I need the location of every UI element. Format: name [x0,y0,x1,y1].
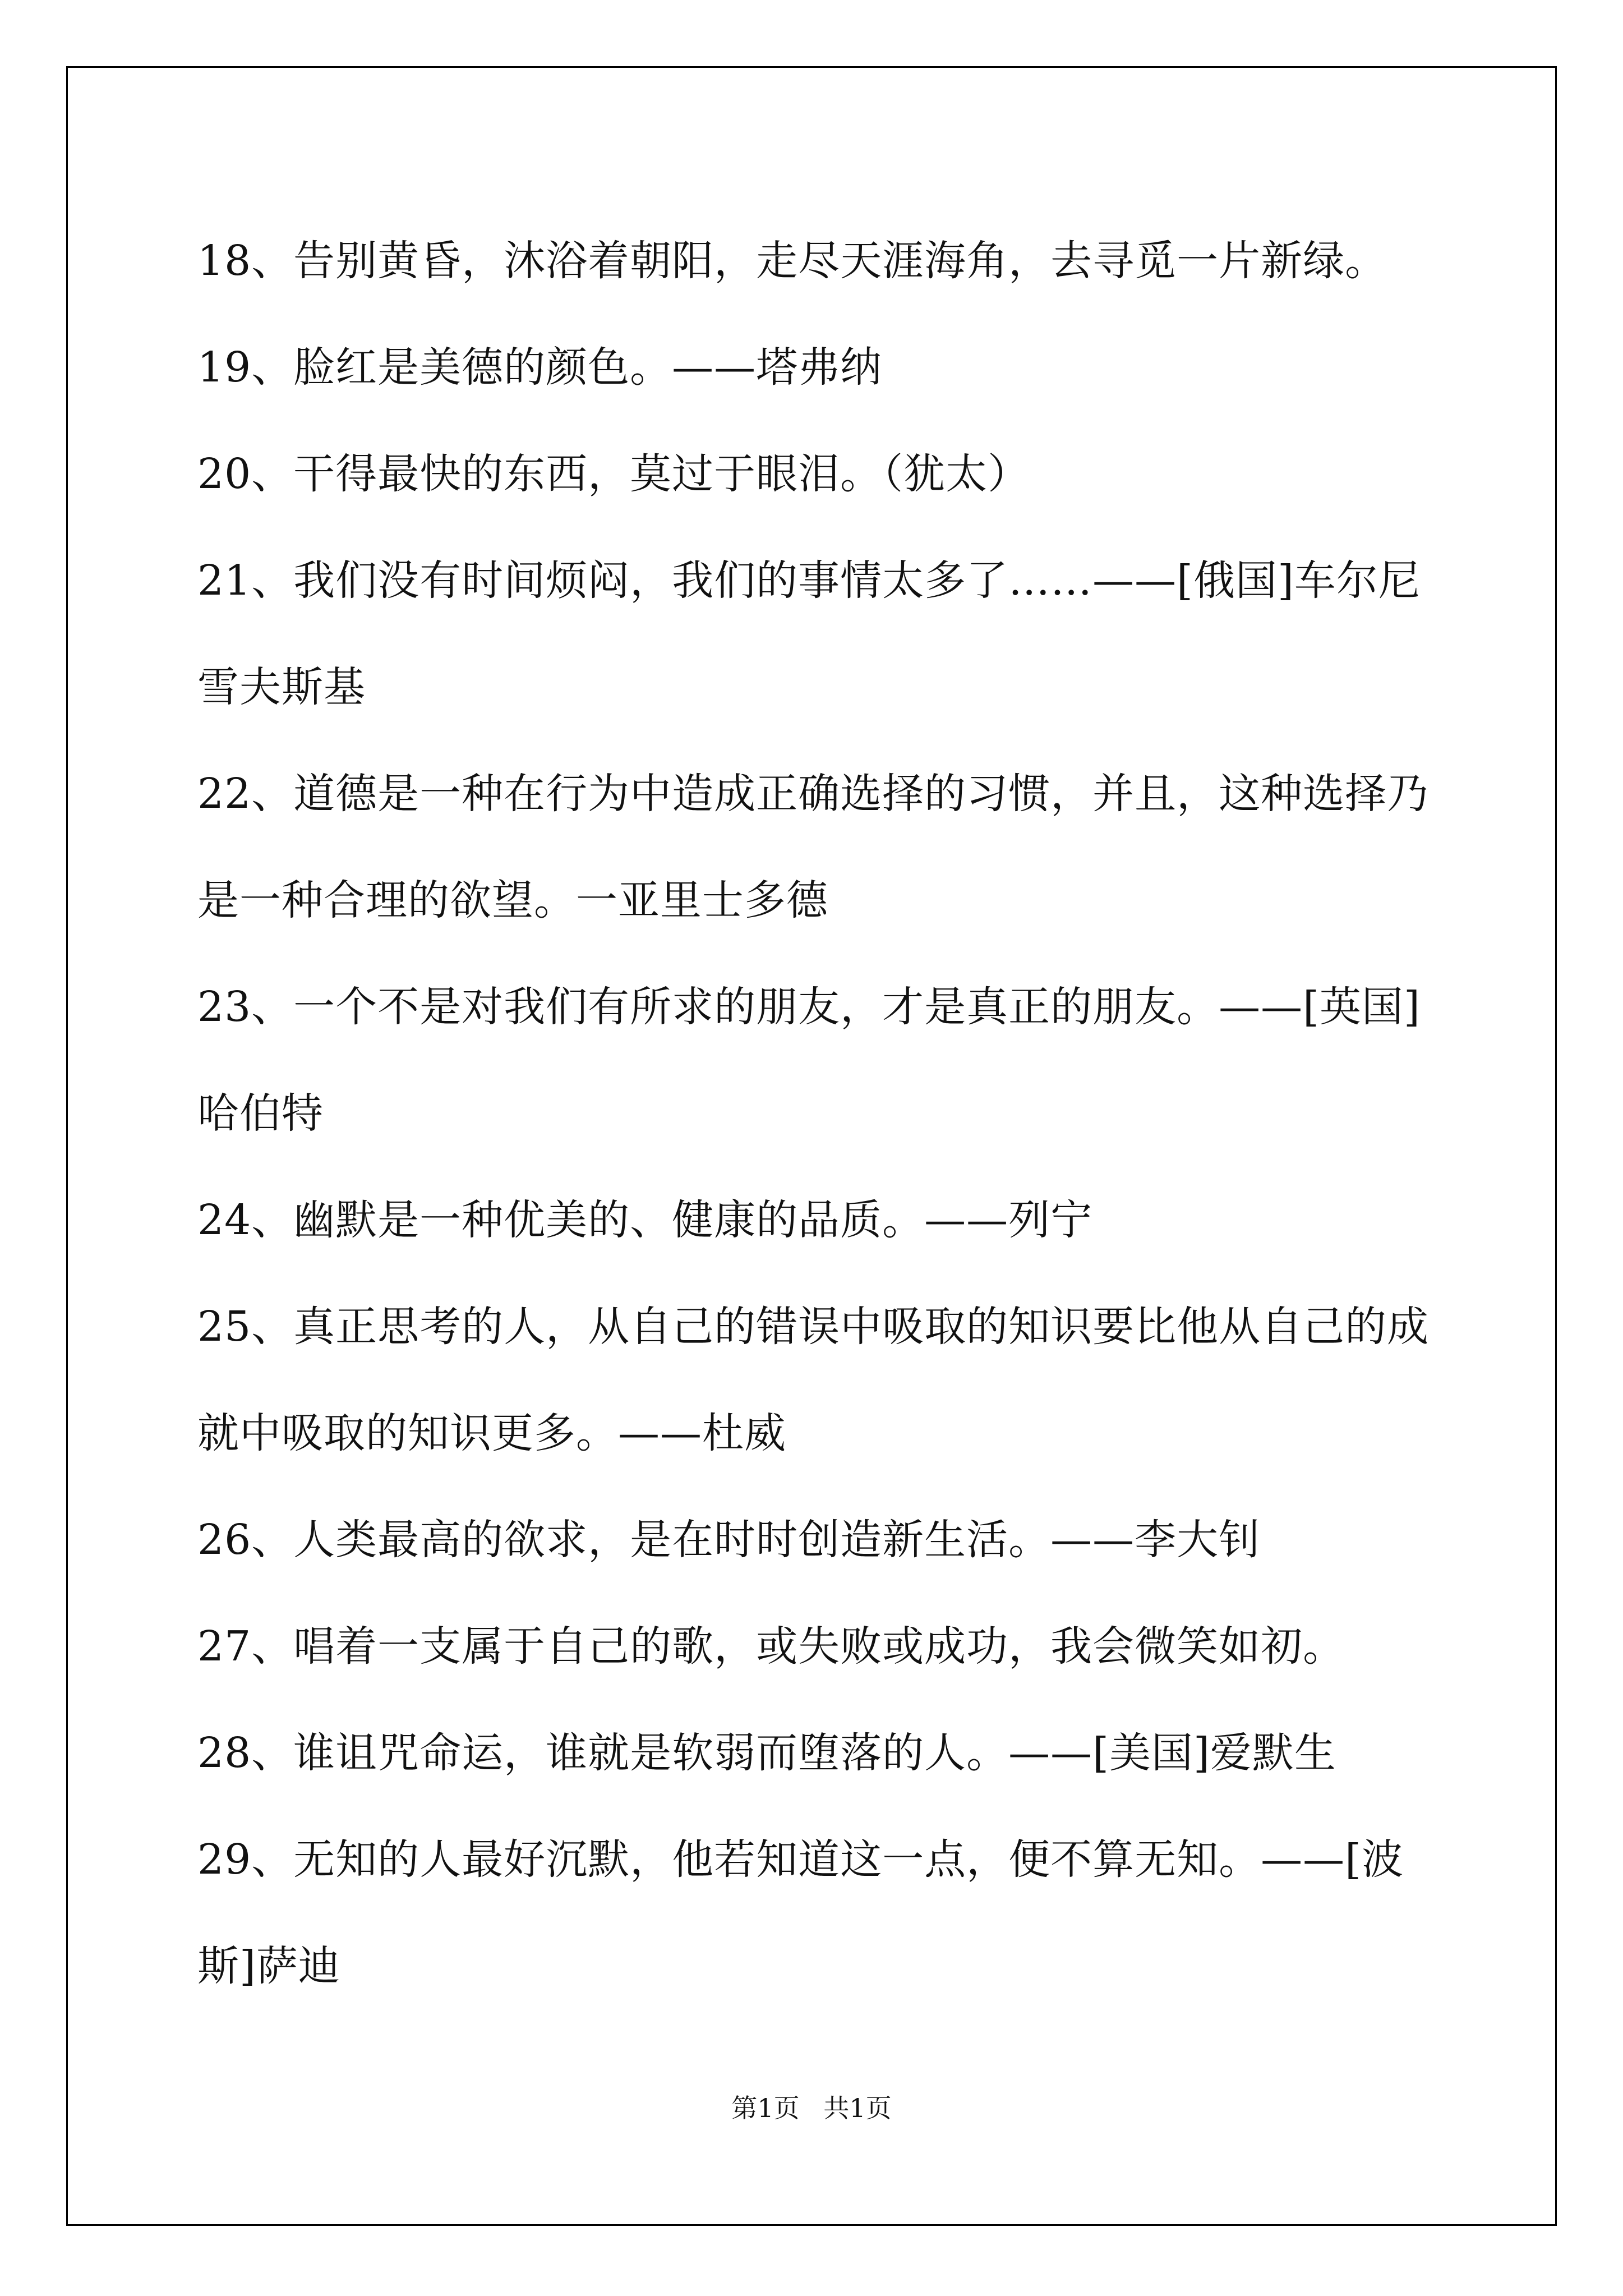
page-footer [0,2088,1623,2125]
quote-entry-25: 25、真正思考的人，从自己的错误中吸取的知识要比他从自己的成就中吸取的知识更多。——杜威 [197,1303,1430,1457]
page-number: 第1页 [731,2093,800,2123]
quote-entry-26: 26、人类最高的欲求，是在时时创造新生活。——李大钊 [197,1516,1261,1564]
quote-entry-18: 18、告别黄昏，沐浴着朝阳，走尽天涯海角，去寻觅一片新绿。 [197,237,1387,285]
quote-entry-27: 27、唱着一支属于自己的歌，或失败或成功，我会微笑如初。 [197,1622,1345,1671]
quote-entry-24: 24、幽默是一种优美的、健康的品质。——列宁 [197,1196,1093,1244]
quote-entry-29: 29、无知的人最好沉默，他若知道这一点，便不算无知。——[波斯]萨迪 [197,1835,1404,1990]
page-total: 共1页 [823,2093,892,2123]
quote-entry-23: 23、一个不是对我们有所求的朋友，才是真正的朋友。——[英国]哈伯特 [197,983,1421,1138]
document-body [197,208,1431,2019]
quote-entry-19: 19、脸红是美德的颜色。——塔弗纳 [197,343,883,392]
quote-entry-21: 21、我们没有时间烦闷，我们的事情太多了……——[俄国]车尔尼雪夫斯基 [197,556,1421,711]
quote-entry-22: 22、道德是一种在行为中造成正确选择的习惯，并且，这种选择乃是一种合理的欲望。一亚里士多德 [197,770,1430,924]
quote-entry-28: 28、谁诅咒命运，谁就是软弱而堕落的人。——[美国]爱默生 [197,1729,1336,1777]
quote-entry-20: 20、干得最快的东西，莫过于眼泪。（犹太） [197,450,1030,498]
